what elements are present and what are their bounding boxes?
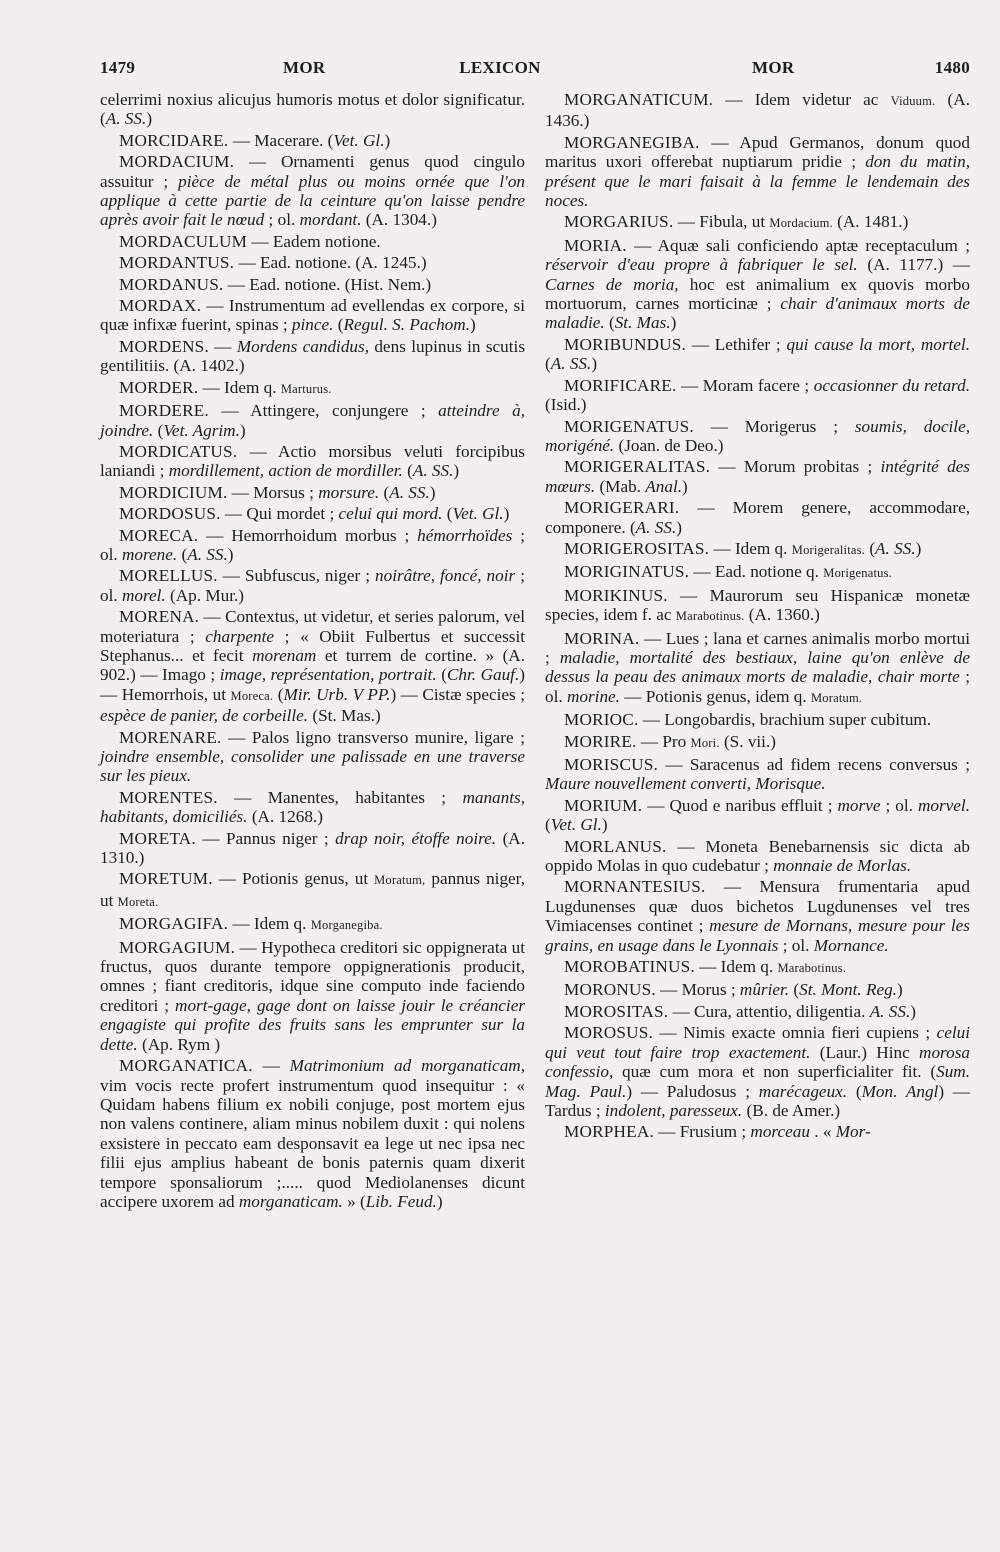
french-gloss: Vet. Gl. bbox=[333, 130, 385, 150]
dictionary-entry bbox=[100, 253, 525, 272]
entry-text: (St. Mas.) bbox=[308, 706, 381, 726]
dictionary-entry bbox=[100, 607, 525, 725]
headword: MORDACIUM. bbox=[119, 152, 235, 172]
headword: MORIA. bbox=[564, 235, 627, 255]
entry-text: ) bbox=[896, 980, 903, 1000]
entry-text: — Mensura frumentaria apud Lugdunenses quæ duos bichetos Lugdunenses vel tres Vimiacenses continet ; bbox=[545, 877, 970, 936]
headword: MORGANATICUM. bbox=[564, 90, 714, 109]
entry-text: — Ead. notione q. bbox=[689, 562, 824, 582]
french-gloss: A. SS. bbox=[550, 354, 592, 374]
cross-reference: Mordacium. bbox=[769, 216, 833, 231]
dictionary-entry bbox=[545, 732, 970, 753]
headword: MORECA. bbox=[119, 525, 199, 545]
french-gloss: morine. bbox=[566, 686, 620, 706]
french-gloss: image, représentation, portrait. bbox=[219, 665, 437, 685]
headword: MORDICIUM. bbox=[119, 482, 228, 502]
entry-text: — Instrumentum ad evellendas ex corpore, si quæ infixæ fuerint, spinas ; bbox=[100, 296, 525, 335]
headword: MORETUM. bbox=[119, 869, 213, 889]
entry-text: ( bbox=[789, 980, 800, 1000]
cross-reference: Moratum, bbox=[374, 873, 426, 888]
french-gloss: A. SS. bbox=[412, 461, 454, 481]
page-number-right: 1480 bbox=[934, 58, 970, 77]
headword: MORDOSUS. bbox=[119, 504, 221, 524]
headword: MORCIDARE. bbox=[119, 130, 229, 150]
entry-text: celerrimi noxius alicujus humoris motus et dolor significatur. ( bbox=[100, 90, 525, 129]
dictionary-entry bbox=[545, 1002, 970, 1021]
french-gloss: Sum. Mag. Paul. bbox=[545, 1062, 970, 1101]
french-gloss: indolent, paresseux. bbox=[604, 1100, 743, 1120]
cross-reference: Marabotinus. bbox=[777, 961, 847, 976]
headword: MORDICATUS. bbox=[119, 441, 238, 461]
headword: MORENARE. bbox=[119, 727, 222, 747]
dictionary-entry bbox=[545, 133, 970, 211]
entry-text: ) — Paludosus ; bbox=[626, 1081, 759, 1101]
entry-text: ( bbox=[379, 482, 390, 502]
entry-text: — Qui mordet ; bbox=[220, 504, 339, 524]
headword: MORIUM. bbox=[564, 795, 643, 815]
entry-text: — Eadem notione. bbox=[247, 231, 381, 251]
entry-text: ( bbox=[273, 684, 284, 704]
cross-reference: Viduum. bbox=[890, 94, 936, 108]
cross-reference: Moreta. bbox=[117, 894, 159, 909]
french-gloss: Mordens candidus, bbox=[236, 336, 369, 356]
entry-text: — Idem videtur ac bbox=[713, 90, 891, 109]
headword: MORPHEA. bbox=[564, 1122, 654, 1142]
headword: MORDANUS. bbox=[119, 274, 224, 294]
entry-text: — Ornamenti genus quod cingulo assuitur ; bbox=[100, 152, 525, 191]
entry-text: ; ol. bbox=[100, 525, 526, 564]
french-gloss: mort-gage, gage dont on laisse jouir le créancier engagiste qui profite des fruits sans les emprunter sur la dette. bbox=[100, 995, 526, 1054]
french-gloss: morceau bbox=[750, 1122, 810, 1142]
french-gloss: Mornance. bbox=[813, 935, 889, 955]
entry-text: ) bbox=[676, 517, 682, 537]
headword: MORIOC. bbox=[564, 710, 639, 730]
entry-text: vim vocis recte profert instrumentum quod insequitur : « Quidam habens filium ex nobili conjuge, post mortem ejus non valens continere, aliam minus nobilem duxit : qui nolens exsistere in peccato eam desponsavit ea lege ut nec ipsa nec filii ejus amplius habeant de bonis paternis quam dixerit tempore sponsaliorum ;..... quod Mediolanenses dicunt accipere uxorem ad bbox=[100, 1075, 525, 1211]
french-gloss: monnaie de Morlas. bbox=[773, 856, 912, 876]
entry-text: — Aquæ sali conficiendo aptæ receptaculum ; bbox=[626, 235, 970, 255]
entry-text: (Laur.) Hinc bbox=[810, 1042, 920, 1062]
french-gloss: atteindre à, joindre. bbox=[100, 401, 525, 440]
entry-text: (A. 1481.) bbox=[832, 212, 909, 232]
entry-text: — Frusium ; bbox=[653, 1122, 751, 1142]
dictionary-entry bbox=[545, 417, 970, 456]
headword: MORGAGIUM. bbox=[119, 937, 236, 957]
entry-text: — Nimis exacte omnia fieri cupiens ; bbox=[653, 1023, 937, 1043]
dictionary-entry bbox=[545, 90, 970, 131]
dictionary-entry bbox=[100, 483, 525, 502]
entry-text: — Hypotheca creditori sic oppignerata ut fructus, quos durante tempore oppignerationis producit, omnes ; fiant creditoris, idque sine computo inde faciendo creditori ; bbox=[100, 937, 525, 1015]
entry-text: (A. 1310.) bbox=[100, 828, 525, 868]
headword: MORGANATICA. bbox=[119, 1056, 253, 1076]
entry-text: dens lupinus in scutis gentilitiis. (A. 1402.) bbox=[100, 336, 526, 376]
headword: MORONUS. bbox=[564, 980, 656, 1000]
french-gloss: marécageux. bbox=[758, 1081, 848, 1101]
french-gloss: chair d'animaux morts de maladie. bbox=[545, 294, 970, 333]
headword: MORDER. bbox=[119, 377, 199, 397]
french-gloss: espèce de panier, de corbeille. bbox=[100, 706, 309, 726]
french-gloss: pince. bbox=[291, 315, 334, 335]
entry-text: (A. 1436.) bbox=[545, 90, 970, 131]
entry-text: ) bbox=[384, 130, 391, 150]
entry-text: — Potionis genus, idem q. bbox=[619, 686, 811, 706]
french-gloss: St. Mas. bbox=[614, 313, 671, 333]
dictionary-entry bbox=[100, 337, 525, 376]
headword: MOROSUS. bbox=[564, 1023, 653, 1043]
entry-text: — Moram facere ; bbox=[676, 375, 814, 395]
dictionary-entry bbox=[545, 335, 970, 374]
entry-text: ) — Tardus ; bbox=[545, 1081, 970, 1120]
dictionary-entry bbox=[545, 376, 970, 415]
headword: MORIBUNDUS. bbox=[564, 334, 687, 354]
dictionary-entry bbox=[100, 566, 525, 605]
headword: MORIGENATUS. bbox=[564, 416, 694, 436]
entry-text: — Morus ; bbox=[655, 980, 740, 1000]
french-gloss: noirâtre, foncé, noir bbox=[375, 566, 516, 586]
entry-text: — Lethifer ; bbox=[686, 334, 787, 354]
french-gloss: occasionner du retard. bbox=[813, 375, 970, 395]
entry-text: (Joan. de Deo.) bbox=[614, 435, 724, 455]
entry-text: — Potionis genus, ut bbox=[212, 869, 375, 889]
french-gloss: Vet. Agrim. bbox=[163, 420, 240, 440]
dictionary-entry bbox=[100, 938, 525, 1054]
cross-reference: Mori. bbox=[690, 735, 720, 750]
headword: MORIFICARE. bbox=[564, 375, 677, 395]
french-gloss: mûrier. bbox=[739, 980, 790, 1000]
dictionary-entry bbox=[545, 710, 970, 729]
french-gloss: pièce de métal plus ou moins ornée que l'on applique à cette partie de la ceinture qu'on laisse pendre après avoir fait le nœud bbox=[100, 171, 526, 230]
entry-text: ( bbox=[865, 538, 876, 558]
dictionary-entry bbox=[100, 869, 525, 912]
entry-text: ) — Cistæ species ; bbox=[390, 684, 525, 704]
headword: MORGANEGIBA. bbox=[564, 132, 700, 152]
entry-text: — Morigerus ; bbox=[693, 416, 855, 436]
headword: MORIRE. bbox=[564, 731, 637, 751]
dictionary-entry bbox=[545, 837, 970, 876]
headword: MORDANTUS. bbox=[119, 253, 235, 273]
dictionary-entry bbox=[100, 90, 525, 129]
french-gloss: morenam bbox=[252, 645, 317, 665]
running-keyword-right: MOR bbox=[752, 58, 795, 77]
french-gloss: don du matin, présent que le mari faisait à la femme le lendemain des noces. bbox=[545, 152, 970, 211]
french-gloss: Anal. bbox=[645, 476, 683, 496]
french-gloss: Mor- bbox=[835, 1122, 871, 1142]
entry-text: ) bbox=[682, 476, 688, 496]
entry-text: (A. 1304.) bbox=[361, 210, 437, 230]
dictionary-entry bbox=[545, 755, 970, 794]
page-header bbox=[0, 58, 1000, 82]
dictionary-entry bbox=[545, 457, 970, 496]
running-title: LEXICON bbox=[459, 58, 541, 77]
french-gloss: morsure. bbox=[318, 482, 380, 502]
headword: MOROSITAS. bbox=[564, 1001, 669, 1021]
entry-text: (A. 1177.) — bbox=[857, 255, 970, 275]
entry-text: — Pannus niger ; bbox=[195, 828, 336, 848]
entry-text: — Idem q. bbox=[198, 377, 281, 397]
dictionary-entry bbox=[545, 629, 970, 709]
entry-text: ) bbox=[910, 1001, 916, 1021]
french-gloss: celui qui veut tout faire trop exactement. bbox=[545, 1023, 970, 1062]
headword: MORDENS. bbox=[119, 336, 209, 356]
french-gloss: morganaticam. bbox=[238, 1191, 343, 1211]
entry-text: ) bbox=[469, 315, 476, 335]
french-gloss: A. SS. bbox=[389, 482, 430, 502]
cross-reference: Morigeralitas. bbox=[791, 542, 866, 557]
entry-text: — Morsus ; bbox=[227, 482, 319, 502]
entry-text: ) bbox=[591, 354, 598, 374]
entry-text: ) bbox=[436, 1191, 443, 1211]
entry-text: — Idem q. bbox=[694, 957, 778, 977]
dictionary-entry bbox=[545, 957, 970, 978]
french-gloss: morene. bbox=[121, 544, 178, 564]
entry-text: — Attingere, conjungere ; bbox=[208, 401, 439, 421]
french-gloss: Mon. Angl bbox=[861, 1081, 939, 1101]
cross-reference: Morigenatus. bbox=[823, 566, 892, 581]
entry-text: — Ead. notione. (A. 1245.) bbox=[234, 253, 427, 273]
entry-text: ; ol. bbox=[545, 667, 970, 706]
french-gloss: A. SS. bbox=[869, 1001, 911, 1021]
french-gloss: morve bbox=[837, 795, 881, 815]
cross-reference: Moratum. bbox=[810, 690, 863, 705]
dictionary-entry bbox=[100, 829, 525, 868]
headword: MORIGERALITAS. bbox=[564, 457, 711, 477]
entry-text: ) bbox=[146, 109, 153, 129]
dictionary-entry bbox=[100, 526, 525, 565]
french-gloss: mordant. bbox=[299, 210, 362, 230]
entry-text: — Idem q. bbox=[709, 538, 792, 558]
entry-text: (Ap. Rym ) bbox=[137, 1034, 221, 1054]
dictionary-entry bbox=[545, 586, 970, 627]
entry-text: ) bbox=[915, 538, 922, 558]
entry-text: hoc est animalium ex quovis morbo mortuorum, carnes morticinæ ; bbox=[545, 274, 970, 314]
entry-text: — Palos ligno transverso munire, ligare ; bbox=[221, 727, 525, 747]
entry-text: ( bbox=[177, 544, 188, 564]
entry-text: ; ol. bbox=[778, 935, 814, 955]
entry-text: — Idem q. bbox=[228, 914, 311, 934]
entry-text: — Actio morsibus veluti forcipibus laniandi ; bbox=[100, 441, 525, 481]
dictionary-entry bbox=[545, 1122, 970, 1141]
headword: MORDAX. bbox=[119, 296, 202, 316]
headword: MORETA. bbox=[119, 828, 196, 848]
dictionary-entry bbox=[100, 1056, 525, 1211]
french-gloss: Chr. Gauf. bbox=[446, 665, 520, 685]
french-gloss: charpente bbox=[205, 626, 275, 646]
entry-text: — Subfuscus, niger ; bbox=[217, 566, 376, 586]
headword: MORIKINUS. bbox=[564, 585, 668, 605]
dictionary-entry bbox=[545, 236, 970, 333]
entry-text: — Apud Germanos, donum quod maritus uxori offerebat nuptiarum pridie ; bbox=[545, 132, 970, 172]
dictionary-entry bbox=[100, 232, 525, 251]
french-gloss: St. Mont. Reg. bbox=[799, 980, 897, 1000]
dictionary-entry bbox=[100, 152, 525, 230]
french-gloss: A. SS. bbox=[635, 517, 677, 537]
dictionary-entry bbox=[100, 275, 525, 294]
french-gloss: A. SS. bbox=[187, 544, 228, 564]
entry-text: quæ cum mora et non superficialiter fit. ( bbox=[613, 1062, 937, 1082]
headword: MORISCUS. bbox=[564, 755, 658, 774]
french-gloss: Vet. Gl. bbox=[550, 815, 602, 835]
running-keyword-left: MOR bbox=[283, 58, 326, 77]
entry-text: ) bbox=[503, 504, 510, 524]
cross-reference: Marabotinus. bbox=[675, 609, 745, 624]
entry-text: — Morum probitas ; bbox=[710, 457, 881, 477]
entry-text: . « bbox=[809, 1122, 836, 1142]
entry-text: (A. 1268.) bbox=[247, 807, 323, 827]
headword: MORELLUS. bbox=[119, 566, 218, 586]
entry-text: (A. 1360.) bbox=[744, 605, 820, 625]
entry-text: ) bbox=[429, 482, 436, 502]
entry-text: ; « Obiit Fulbertus et successit Stephanus... et fecit bbox=[100, 626, 525, 665]
entry-text: — Maurorum seu Hispanicæ monetæ species, idem f. ac bbox=[545, 585, 970, 625]
french-gloss: celui qui mord. bbox=[338, 504, 443, 524]
dictionary-entry bbox=[545, 796, 970, 835]
dictionary-entry bbox=[545, 980, 970, 999]
cross-reference: Moreca. bbox=[230, 688, 274, 703]
entry-text: ( bbox=[545, 354, 551, 374]
french-gloss: réservoir d'eau propre à fabriquer le sel. bbox=[545, 255, 858, 275]
dictionary-entry bbox=[545, 877, 970, 955]
dictionary-entry bbox=[100, 131, 525, 150]
dictionary-entry bbox=[100, 296, 525, 335]
cross-reference: Marturus. bbox=[280, 381, 332, 396]
headword: MORENA. bbox=[119, 607, 200, 627]
french-gloss: morvel. bbox=[917, 795, 970, 815]
entry-text: — Morem genere, accommodare, componere. ( bbox=[545, 498, 970, 537]
french-gloss: qui cause la mort, mortel. bbox=[786, 334, 970, 354]
headword: MORIGERARI. bbox=[564, 498, 680, 518]
entry-text: — Ead. notione. (Hist. Nem.) bbox=[223, 274, 432, 294]
right-column bbox=[545, 90, 970, 1144]
entry-text: ) bbox=[227, 544, 234, 564]
french-gloss: A. SS. bbox=[105, 109, 147, 129]
dictionary-entry bbox=[545, 212, 970, 233]
entry-text: ) bbox=[453, 461, 460, 481]
entry-text: ; ol. bbox=[100, 566, 525, 605]
entry-text: ) bbox=[239, 420, 246, 440]
dictionary-entry bbox=[100, 442, 525, 481]
entry-text: — Longobardis, brachium super cubitum. bbox=[638, 710, 932, 730]
entry-text: — Hemorrhoidum morbus ; bbox=[198, 525, 418, 545]
entry-text: — Saracenus ad fidem recens conversus ; bbox=[657, 755, 970, 774]
headword: MORGAGIFA. bbox=[119, 914, 229, 934]
cross-reference: Morganegiba. bbox=[310, 918, 383, 933]
dictionary-entry bbox=[545, 498, 970, 537]
headword: MORGARIUS. bbox=[564, 212, 674, 232]
page-number-left: 1479 bbox=[100, 58, 136, 77]
entry-text: — Moneta Benebarnensis sic dicta ab oppido Molas in quo cudebatur ; bbox=[545, 836, 970, 876]
dictionary-entry bbox=[545, 1023, 970, 1120]
dictionary-entry bbox=[545, 539, 970, 560]
dictionary-entry bbox=[100, 914, 525, 935]
french-gloss: Maure nouvellement converti, Morisque. bbox=[545, 774, 826, 794]
entry-text: (B. de Amer.) bbox=[742, 1100, 841, 1120]
entry-text: ; ol. bbox=[880, 795, 918, 815]
entry-text: ( bbox=[402, 461, 413, 481]
french-gloss: mordillement, action de mordiller. bbox=[168, 461, 403, 481]
french-gloss: morosa confessio, bbox=[545, 1042, 970, 1082]
french-gloss: joindre ensemble, consolider une palissade en une traverse sur les pieux. bbox=[100, 747, 525, 786]
entry-text: » ( bbox=[342, 1191, 366, 1211]
dictionary-entry bbox=[100, 401, 525, 440]
entry-text: ( bbox=[333, 315, 344, 335]
entry-text: — Lues ; lana et carnes animalis morbo mortui ; bbox=[545, 628, 970, 667]
french-gloss: Matrimonium ad morganaticam, bbox=[289, 1056, 525, 1076]
french-gloss: Regul. S. Pachom. bbox=[343, 315, 470, 335]
french-gloss: Mir. Urb. V PP. bbox=[283, 684, 391, 704]
entry-text: — bbox=[252, 1056, 290, 1076]
entry-text: ) bbox=[601, 815, 608, 835]
french-gloss: Vet. Gl. bbox=[452, 504, 504, 524]
entry-text: (Mab. bbox=[595, 476, 646, 496]
entry-text: ( bbox=[604, 313, 615, 333]
entry-text: ; ol. bbox=[264, 210, 300, 230]
left-column bbox=[100, 90, 525, 1213]
headword: MORENTES. bbox=[119, 787, 218, 807]
entry-text: ( bbox=[442, 504, 453, 524]
dictionary-entry bbox=[100, 504, 525, 523]
dictionary-entry bbox=[100, 728, 525, 786]
headword: MORLANUS. bbox=[564, 836, 667, 856]
french-gloss: soumis, docile, morigéné. bbox=[545, 416, 970, 455]
french-gloss: drap noir, étoffe noire. bbox=[335, 828, 497, 848]
headword: MORIGEROSITAS. bbox=[564, 538, 710, 558]
entry-text: ( bbox=[847, 1081, 862, 1101]
entry-text: — Contextus, ut videtur, et series palorum, vel moteriatura ; bbox=[100, 607, 525, 646]
headword: MORIGINATUS. bbox=[564, 562, 690, 582]
french-gloss: morel. bbox=[121, 585, 166, 605]
headword: MORNANTESIUS. bbox=[564, 877, 706, 897]
entry-text: (Isid.) bbox=[545, 395, 587, 415]
french-gloss: mesure de Mornans, mesure pour les grains, en usage dans le Lyonnais bbox=[545, 916, 970, 955]
dictionary-entry bbox=[545, 562, 970, 583]
french-gloss: Lib. Feud. bbox=[365, 1191, 437, 1211]
french-gloss: intégrité des mœurs. bbox=[545, 457, 970, 496]
entry-text: ( bbox=[153, 420, 164, 440]
french-gloss: maladie, mortalité des bestiaux, laine qu'on enlève de dessus la peau des animaux morts de maladie, chair morte bbox=[545, 647, 970, 687]
headword: MORINA. bbox=[564, 628, 640, 648]
entry-text: — Cura, attentio, diligentia. bbox=[668, 1001, 870, 1021]
entry-text: — Manentes, habitantes ; bbox=[217, 787, 463, 807]
headword: MOROBATINUS. bbox=[564, 957, 695, 977]
french-gloss: Carnes de moria, bbox=[545, 274, 679, 294]
entry-text: — Quod e naribus effluit ; bbox=[642, 795, 838, 815]
entry-text: — Fibula, ut bbox=[673, 212, 770, 232]
headword: MORDACULUM bbox=[119, 231, 248, 251]
entry-text: — bbox=[208, 336, 237, 356]
french-gloss: hémorrhoïdes bbox=[417, 525, 513, 545]
dictionary-entry bbox=[100, 378, 525, 399]
entry-text: (S. vii.) bbox=[719, 731, 776, 751]
entry-text: et turrem de cortine. » (A. 902.) — Imago ; bbox=[100, 645, 525, 685]
entry-text: ( bbox=[436, 665, 447, 685]
entry-text: — Macerare. ( bbox=[228, 130, 334, 150]
french-gloss: A. SS. bbox=[875, 538, 916, 558]
entry-text: ) bbox=[670, 313, 677, 333]
entry-text: ( bbox=[545, 815, 551, 835]
french-gloss: manants, habitants, domiciliés. bbox=[100, 787, 525, 827]
entry-text: — Pro bbox=[636, 731, 691, 751]
entry-text: ) — Hemorrhois, ut bbox=[100, 665, 525, 704]
headword: MORDERE. bbox=[119, 401, 209, 421]
entry-text: (Ap. Mur.) bbox=[165, 585, 245, 605]
dictionary-entry bbox=[100, 788, 525, 827]
entry-text: pannus niger, ut bbox=[100, 869, 525, 910]
